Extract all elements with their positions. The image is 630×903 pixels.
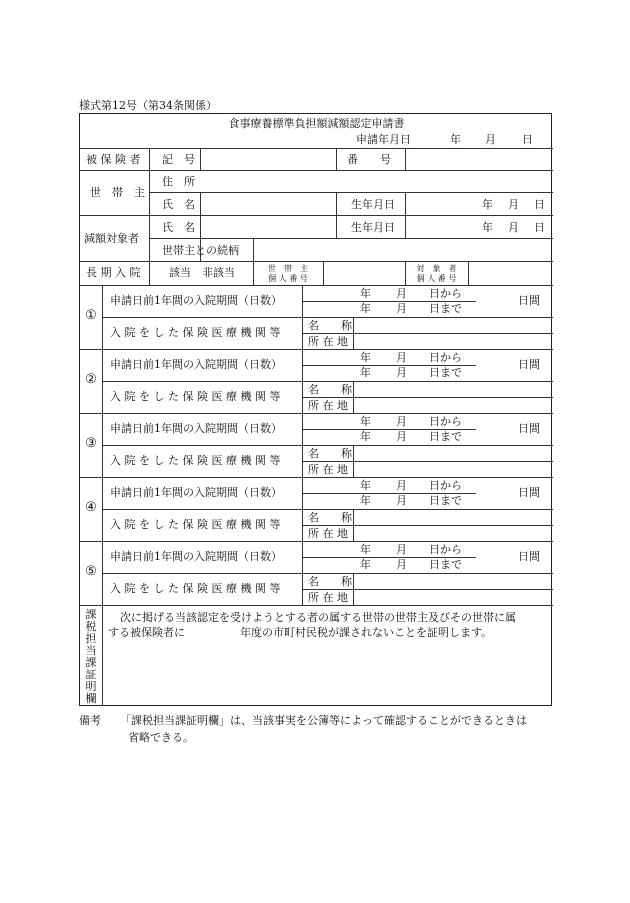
to-day: 日まで — [429, 494, 462, 507]
period-number: ① — [85, 308, 97, 323]
from-day: 日から — [429, 543, 462, 556]
tax-label-char: 当 — [85, 644, 97, 657]
form-number: 様式第12号（第34条関係） — [79, 99, 217, 112]
facility-label: 入 院 を し た 保 険 医 療 機 関 等 — [110, 454, 281, 467]
from-year: 年 — [360, 543, 371, 556]
head-dob-year: 年 — [482, 198, 493, 211]
period-number: ⑤ — [85, 564, 97, 579]
days-total: 日間 — [518, 422, 540, 435]
to-day: 日まで — [429, 558, 462, 571]
subject-dob-label: 生年月日 — [351, 221, 395, 234]
to-day: 日まで — [429, 302, 462, 315]
to-year: 年 — [360, 366, 371, 379]
days-total: 日間 — [518, 294, 540, 307]
facility-label: 入 院 を し た 保 険 医 療 機 関 等 — [110, 326, 281, 339]
period-days-label: 申請日前1年間の入院期間（日数） — [110, 550, 282, 563]
from-day: 日から — [429, 287, 462, 300]
facility-location-label: 所 在 地 — [308, 335, 348, 348]
tax-label-char: 欄 — [85, 692, 97, 705]
to-year: 年 — [360, 302, 371, 315]
insured-number-label: 番 号 — [347, 153, 391, 166]
from-day: 日から — [429, 415, 462, 428]
tax-label-char: 課 — [85, 656, 97, 669]
application-date-month: 月 — [485, 133, 496, 146]
subject-id-label-2: 個 人 番 号 — [416, 274, 457, 283]
subject-dob-month: 月 — [508, 221, 519, 234]
to-month: 月 — [396, 430, 407, 443]
facility-name-label: 名 称 — [308, 575, 352, 588]
period-number: ③ — [85, 436, 97, 451]
subject-label: 減額対象者 — [84, 232, 139, 245]
subject-dob-day: 日 — [534, 221, 545, 234]
facility-location-label: 所 在 地 — [308, 591, 348, 604]
to-year: 年 — [360, 430, 371, 443]
period-days-label: 申請日前1年間の入院期間（日数） — [110, 422, 282, 435]
tax-label-char: 課 — [85, 608, 97, 621]
tax-certification-line2: する被保険者に 年度の市町村民税が課されないことを証明します。 — [108, 626, 493, 639]
head-id-label-2: 個 人 番 号 — [268, 274, 308, 283]
to-day: 日まで — [429, 366, 462, 379]
from-year: 年 — [360, 351, 371, 364]
from-year: 年 — [360, 287, 371, 300]
facility-name-label: 名 称 — [308, 511, 352, 524]
subject-name-label: 氏 名 — [162, 221, 195, 234]
from-year: 年 — [360, 479, 371, 492]
head-name-label: 氏 名 — [162, 198, 195, 211]
head-address-label: 住 所 — [162, 175, 195, 188]
tax-label-char: 担 — [85, 632, 97, 645]
insured-symbol-label: 記 号 — [162, 153, 195, 166]
period-number: ② — [85, 372, 97, 387]
tax-certification-line1: 次に掲げる当該認定を受けようとする者の属する世帯の世帯主及びその世帯に属 — [120, 611, 516, 624]
long-term-option: 該当 非該当 — [169, 266, 235, 279]
from-month: 月 — [396, 287, 407, 300]
days-total: 日間 — [518, 550, 540, 563]
period-days-label: 申請日前1年間の入院期間（日数） — [110, 294, 282, 307]
facility-label: 入 院 を し た 保 険 医 療 機 関 等 — [110, 390, 281, 403]
facility-name-label: 名 称 — [308, 383, 352, 396]
notes-line2: 省略できる。 — [128, 731, 194, 744]
period-number: ④ — [85, 500, 97, 515]
notes-label: 備考 — [79, 714, 101, 727]
head-dob-day: 日 — [534, 198, 545, 211]
subject-relation-label: 世帯主との続柄 — [162, 244, 239, 257]
days-total: 日間 — [518, 358, 540, 371]
application-date-year: 年 — [450, 133, 461, 146]
head-dob-label: 生年月日 — [351, 198, 395, 211]
to-year: 年 — [360, 494, 371, 507]
long-term-label: 長 期 入 院 — [86, 266, 141, 279]
to-day: 日まで — [429, 430, 462, 443]
facility-name-label: 名 称 — [308, 447, 352, 460]
subject-dob-year: 年 — [482, 221, 493, 234]
facility-location-label: 所 在 地 — [308, 463, 348, 476]
tax-label-char: 証 — [85, 668, 97, 681]
from-month: 月 — [396, 415, 407, 428]
facility-label: 入 院 を し た 保 険 医 療 機 関 等 — [110, 518, 281, 531]
to-month: 月 — [396, 302, 407, 315]
period-days-label: 申請日前1年間の入院期間（日数） — [110, 486, 282, 499]
application-form — [79, 113, 552, 706]
period-days-label: 申請日前1年間の入院期間（日数） — [110, 358, 282, 371]
application-date-label: 申請年月日 — [356, 133, 411, 146]
tax-label-char: 明 — [85, 680, 97, 693]
notes-line1: 「課税担当課証明欄」は、当該事実を公簿等によって確認することができるときは — [120, 714, 527, 727]
facility-location-label: 所 在 地 — [308, 527, 348, 540]
facility-label: 入 院 を し た 保 険 医 療 機 関 等 — [110, 582, 281, 595]
head-id-label-1: 世 帯 主 — [268, 264, 308, 273]
application-date-day: 日 — [522, 133, 533, 146]
head-dob-month: 月 — [508, 198, 519, 211]
from-day: 日から — [429, 479, 462, 492]
from-month: 月 — [396, 351, 407, 364]
from-month: 月 — [396, 543, 407, 556]
from-day: 日から — [429, 351, 462, 364]
facility-location-label: 所 在 地 — [308, 399, 348, 412]
subject-id-label-1: 対 象 者 — [416, 264, 457, 273]
from-year: 年 — [360, 415, 371, 428]
from-month: 月 — [396, 479, 407, 492]
tax-label-char: 税 — [85, 620, 97, 633]
form-title: 食事療養標準負担額減額認定申請書 — [228, 117, 405, 130]
to-year: 年 — [360, 558, 371, 571]
household-head-label: 世 帯 主 — [90, 186, 145, 199]
to-month: 月 — [396, 494, 407, 507]
to-month: 月 — [396, 366, 407, 379]
to-month: 月 — [396, 558, 407, 571]
facility-name-label: 名 称 — [308, 319, 352, 332]
days-total: 日間 — [518, 486, 540, 499]
insured-label: 被 保 険 者 — [86, 153, 141, 166]
